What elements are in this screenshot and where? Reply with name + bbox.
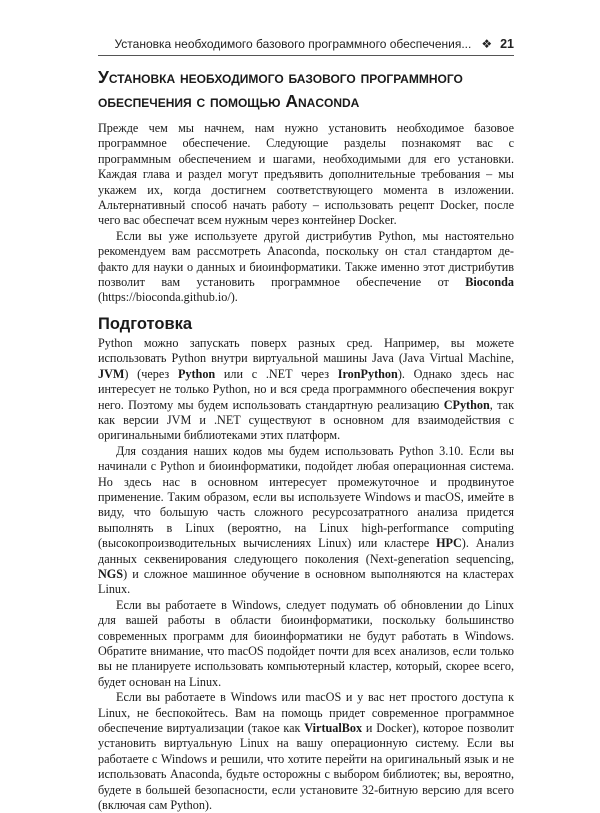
python-envs-paragraph: Python можно запускать поверх разных сред. Например, вы можете использовать Python внутри виртуальной машины Java (Java Virtual Machine, JVM) (через Python или с .NET через IronPython). Однако здесь нас интересует не только Python, но и вся среда программного обеспечения вокруг него. Поэтому мы будем использовать стандартную реализацию CPython, так как версии JVM и .NET существуют в основном для взаимодействия с оригинальными библиотеками этих платформ.: [98, 335, 515, 443]
running-title: Установка необходимого базового программного обеспечения...: [114, 37, 472, 51]
virtualization-paragraph: Если вы работаете в Windows или macOS и у вас нет простого доступа к Linux, не беспокойтесь. Вам на помощь придет современное программное обеспечение виртуализации (такое как VirtualBox и Docker), которое позволит установить виртуальную Linux на вашу операционную систему. Если вы работаете с Windows и решили, что хотите перейти на оригинальный язык и не использовать Anaconda, будьте осторожны с выбором библиотек; вы, вероятно, будете в большей безопасности, если установите 32-битную версию для всего (включая сам Python).: [98, 690, 515, 813]
bioconda-term: Bioconda: [465, 275, 514, 290]
bioconda-link[interactable]: https://bioconda.github.io/: [102, 290, 231, 305]
page-content: [98, 62, 514, 813]
header-rule: [98, 55, 514, 56]
running-header: [98, 37, 514, 51]
anaconda-paragraph: Если вы уже используете другой дистрибутив Python, мы настоятельно рекомендуем вам рассмотреть Anaconda, поскольку он стал стандартом де-факто для науки о данных и биоинформатики. Также именно этот дистрибутив позволит вам установить программное обеспечение от Bioconda (https://bioconda.github.io/).: [98, 228, 514, 305]
diamond-icon: ❖: [481, 37, 493, 51]
os-choice-paragraph: Для создания наших кодов мы будем использовать Python 3.10. Если вы начинали с Python и биоинформатики, подойдет любая операционная система. Но здесь нас в основном интересует промежуточное и продвинутое применение. Таким образом, если вы используете Windows и macOS, имейте в виду, что большую часть сложного ресурсозатратного анализа придется выполнять в Linux (вероятно, на Linux high-performance computing (высокопроизводительных вычислениях Linux) или кластере HPC). Анализ данных секвенирования следующего поколения (Next-generation sequencing, NGS) и сложное машинное обучение в основном выполняются на кластерах Linux.: [98, 443, 514, 597]
chapter-title: Установка необходимого базового программного обеспечения с помощью Anaconda: [98, 67, 463, 111]
page-number: 21: [500, 37, 514, 51]
windows-paragraph: Если вы работаете в Windows, следует подумать об обновлении до Linux для вашей работы в области биоинформатики, поскольку большинство современных программ для биоинформатики не будут работать в Windows. Обратите внимание, что macOS подойдет почти для всех анализов, если только вы не планируете использовать компьютерный кластер, который, скорее всего, будет основан на Linux.: [98, 597, 514, 689]
intro-paragraph: Прежде чем мы начнем, нам нужно установить необходимое базовое программное обеспечение. Следующие разделы познакомят вас с программным обеспечением и шагами, необходимыми для его установки. Каждая глава и раздел могут предъявить дополнительные требования – мы укажем их, когда достигнем соответствующего момента в изложении. Альтернативный способ начать работу – использовать рецепт Docker, после чего вас обеспечат всем нужным через контейнер Docker.: [98, 121, 514, 228]
section-title: Подготовка: [98, 314, 193, 333]
